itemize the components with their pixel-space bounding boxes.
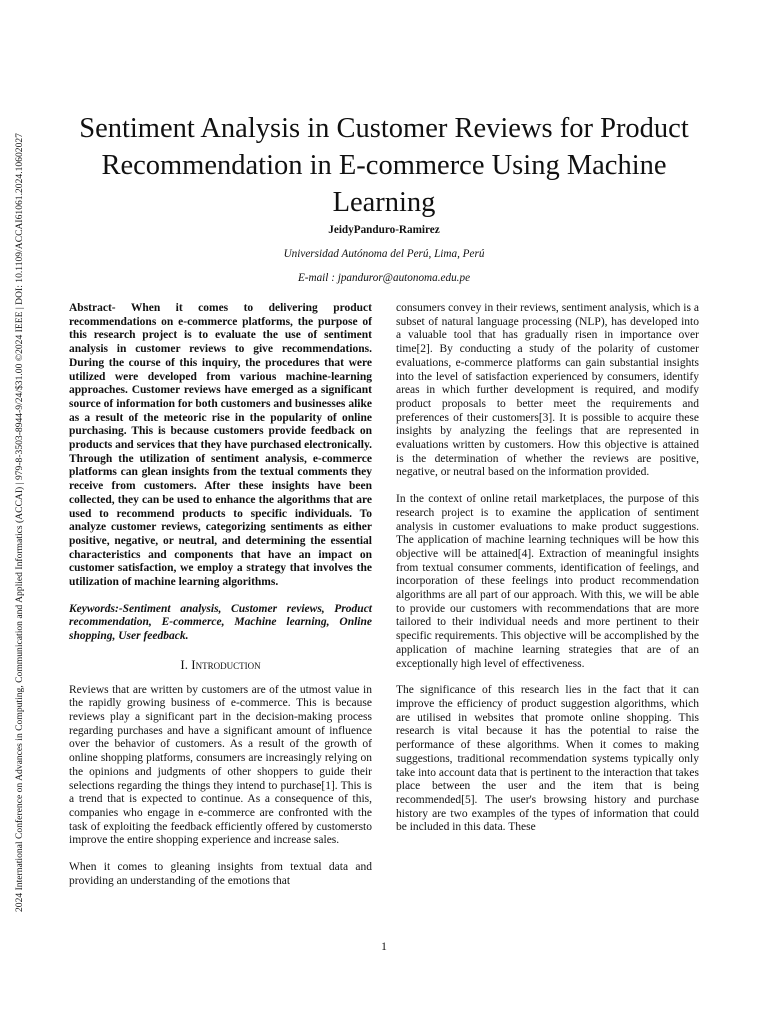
- section-heading-introduction: [69, 658, 372, 672]
- body-paragraph: consumers convey in their reviews, sentiment analysis, which is a subset of natural language processing (NLP), has developed into a valuable tool that has gradually risen in importance over time[2]. By conducting a study of the polarity of customer evaluations, e-commerce platforms can gain substantial insights into the level of satisfaction experienced by consumers, identify areas in which further development is required, and modify product proposals to better meet the requirements and preferences of their customers[3]. It is possible to acquire these insights by analyzing the feelings that are represented in evaluations written by customers. How this objective is attained is the determination of whether the reviews are positive, negative, or neutral based on the information provided.: [396, 302, 699, 479]
- author-email: E-mail : jpanduror@autonoma.edu.pe: [297, 272, 471, 284]
- body-paragraph: Reviews that are written by customers are of the utmost value in the rapidly growing business of e-commerce. This is because reviews play a significant part in the decision-making process regarding purchases and have a significant amount of influence over the behavior of customers. As a result of the growth of online shopping platforms, consumers are increasingly relying on the opinions and judgments of other shoppers to guide their selections regarding the things they intend to purchase[1]. This is a trend that is expected to continue. As a consequence of this, companies who engage in e-commerce are confronted with the task of exploiting the feedback efficiently offered by customersto improve the entire shopping experience and increase sales.: [69, 683, 372, 847]
- right-column: [396, 302, 699, 835]
- author-affiliation: Universidad Autónoma del Perú, Lima, Perú: [283, 248, 485, 260]
- copyright-text: 2024 International Conference on Advances in Computing, Communication and Applied Informatics (ACCAI) | 979-8-3503-8944-9/24/$31.00 ©2024 IEEE | DOI: 10.1109/ACCAI61061.2024.10602027: [14, 133, 25, 912]
- abstract: Abstract- When it comes to delivering product recommendations on e-commerce platforms, the purpose of this research project is to evaluate the use of sentiment analysis in customer reviews to give recommendations. During the course of this inquiry, the procedures that were utilized were developed from various machine-learning approaches. Customer reviews have emerged as a significant source of information for both customers and businesses alike as a result of the meteoric rise in the popularity of online purchasing. This is because customers provide feedback on products and services that they have purchased electronically. Through the utilization of sentiment analysis, e-commerce platforms can glean insights from the textual comments they receive from customers. After these insights have been collected, they can be used to enhance the algorithms that are used to recommend products to specific individuals. To analyze customer reviews, categorizing sentiments as either positive, negative, or neutral, and determining the essential characteristics and components that have an impact on customer satisfaction, we employ a strategy that involves the utilization of machine learning algorithms.: [69, 302, 372, 589]
- author-name: JeidyPanduro-Ramirez: [328, 224, 440, 236]
- paper-title: Sentiment Analysis in Customer Reviews for Product Recommendation in E-commerce Using Machine Learning: [79, 113, 689, 218]
- section-title: Introduction: [191, 656, 261, 672]
- section-number: I.: [180, 656, 188, 672]
- left-column: [69, 302, 372, 888]
- keywords: Keywords:-Sentiment analysis, Customer reviews, Product recommendation, E-commerce, Machine learning, Online shopping, User feedback.: [69, 602, 372, 643]
- body-paragraph: The significance of this research lies in the fact that it can improve the efficiency of product suggestion algorithms, which are utilised in websites that promote online shopping. This research is vital because it has the potential to raise the performance of these algorithms. When it comes to making suggestions, traditional recommendation systems typically only take into account data that is pertinent to the interaction that takes place between the user and the item that is being recommended[5]. The user's browsing history and purchase history are two examples of the types of information that could be included in this data. These: [396, 684, 699, 834]
- copyright-sidebar: [14, 120, 28, 920]
- body-paragraph: In the context of online retail marketplaces, the purpose of this research project is to examine the application of sentiment analysis in customer evaluations to make product suggestions. The application of machine learning techniques will be how this objective will be attained[4]. Extraction of meaningful insights from textual consumer comments, identification of feelings, and incorporation of these feelings into product recommendation algorithms are all part of our approach. With this, we will be able to provide our customers with recommendations that are more tailored to their individual needs and more pertinent to their specific requirements. This objective will be accomplished by the application of machine learning strategies that are of an exceptionally high level of effectiveness.: [396, 493, 699, 670]
- page-number: 1: [381, 941, 387, 953]
- body-paragraph: When it comes to gleaning insights from textual data and providing an understanding of the emotions that: [69, 861, 372, 887]
